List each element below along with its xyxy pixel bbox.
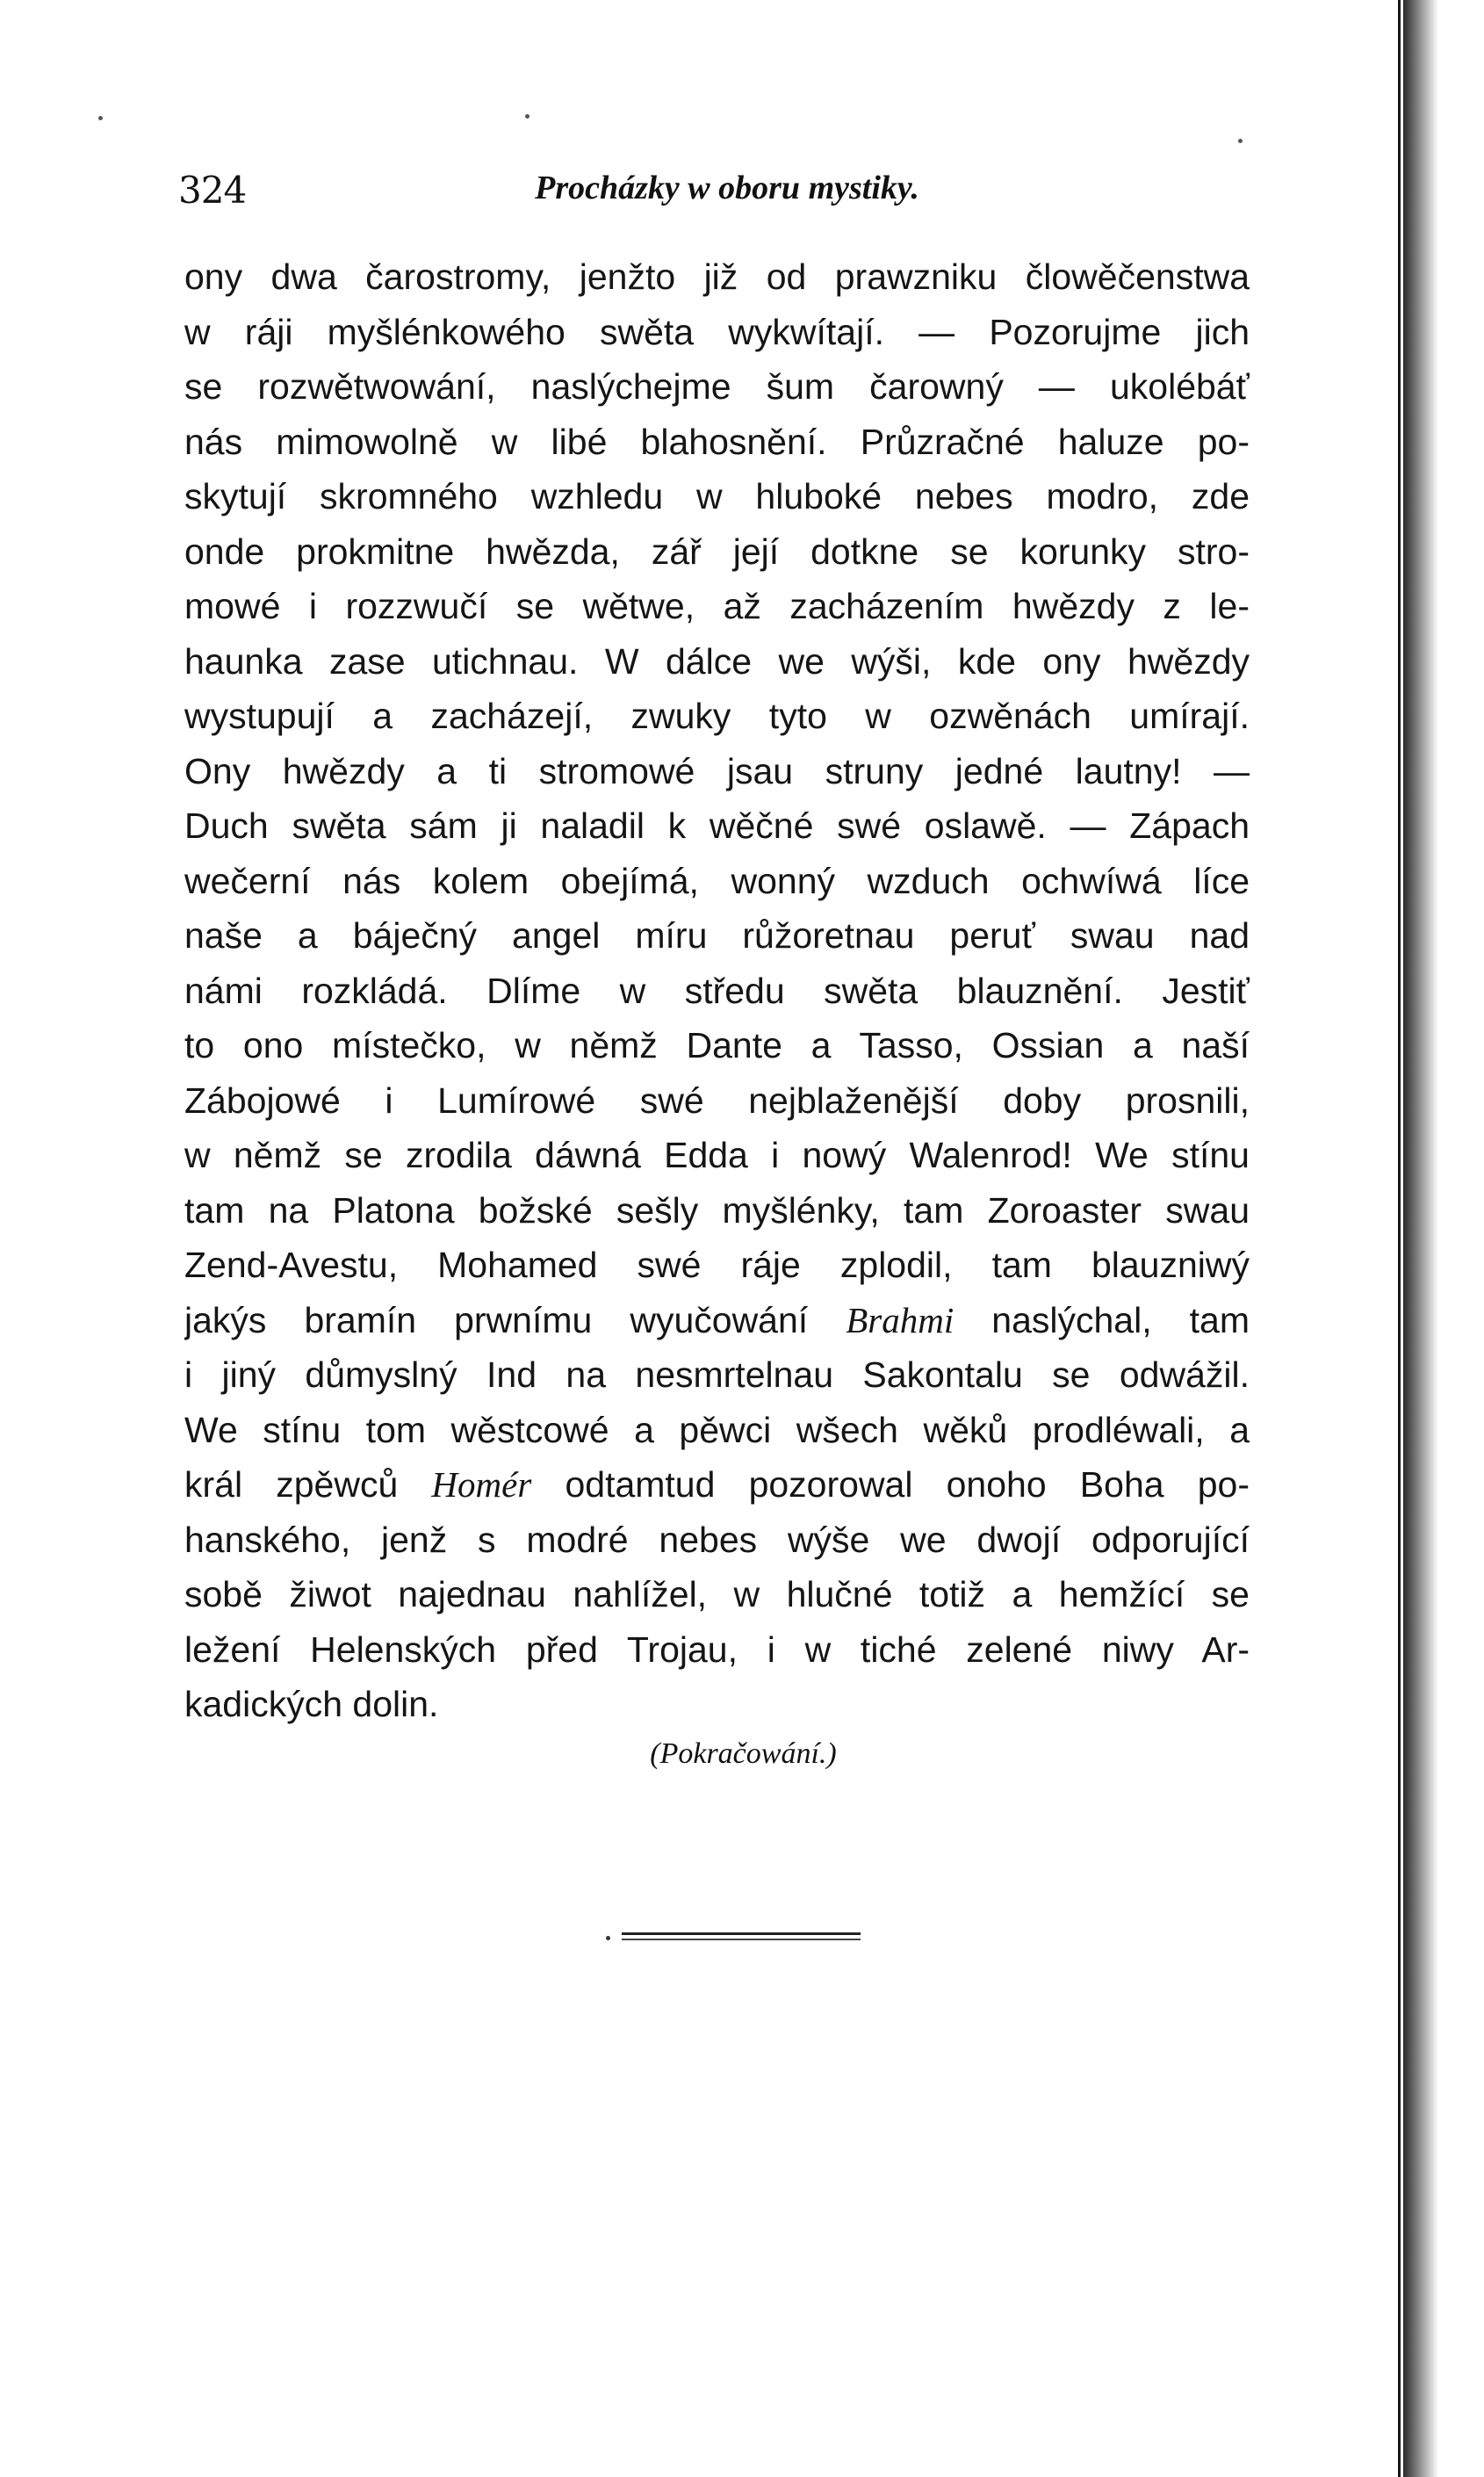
text-segment: král zpěwců	[184, 1464, 432, 1505]
text-line: námi rozkládá. Dlíme w středu swěta blauznění. Jestiť	[184, 970, 1250, 1011]
text-line: wečerní nás kolem obejímá, wonný wzduch ochwíwá líce	[184, 860, 1250, 901]
text-line: nás mimowolně w libé blahosnění. Průzračné haluze po-	[184, 421, 1250, 462]
text-line: Ony hwězdy a ti stromowé jsau struny jedné lautny! —	[184, 750, 1250, 791]
text-line: kadických dolin.	[184, 1684, 439, 1724]
text-line: haunka zase utichnau. W dálce we wýši, kde ony hwězdy	[184, 640, 1250, 682]
text-line: ony dwa čarostromy, jenžto již od prawzniku člowěčenstwa	[184, 256, 1250, 297]
text-line: w němž se zrodila dáwná Edda i nowý Walenrod! We stínu	[184, 1135, 1250, 1175]
text-line: tam na Platona božské sešly myšlénky, tam Zoroaster swau	[184, 1189, 1250, 1231]
text-line: i jiný důmyslný Ind na nesmrtelnau Sakontalu se odwážil.	[184, 1354, 1250, 1395]
text-line: to ono místečko, w němž Dante a Tasso, Ossian a naší	[184, 1025, 1250, 1065]
text-line: hanského, jenž s modré nebes wýše we dwojí odporující	[184, 1519, 1250, 1560]
text-line: wystupují a zacházejí, zwuky tyto w ozwěnách umírají.	[184, 696, 1250, 736]
text-line: naše a báječný angel míru růžoretnau peruť swau nad	[184, 915, 1250, 956]
italic-word: Brahmi	[846, 1299, 955, 1340]
text-line: mowé i rozzwučí se wětwe, až zacházením hwězdy z le-	[184, 586, 1250, 626]
text-line: We stínu tom wěstcowé a pěwci wšech wěků prodléwali, a	[184, 1409, 1250, 1450]
section-end-rule	[622, 1932, 861, 1943]
continuation-note: (Pokračowání.)	[650, 1737, 837, 1770]
text-line: Zend-Avestu, Mohamed swé ráje zplodil, tam blauzniwý	[184, 1245, 1250, 1285]
text-segment: jakýs bramín prwnímu wyučowání	[184, 1299, 846, 1340]
page-header	[178, 169, 1250, 221]
text-line: Duch swěta sám ji naladil k wěčné swé oslawě. — Zápach	[184, 805, 1250, 846]
page-edge-shadow	[1403, 0, 1484, 2477]
rule-line-bottom	[622, 1939, 861, 1940]
text-line: skytují skromného wzhledu w hluboké nebes modro, zde	[184, 476, 1250, 516]
text-line: se rozwětwowání, naslýchejme šum čarowný — ukolébáť	[184, 366, 1250, 407]
italic-word: Homér	[431, 1464, 532, 1505]
rule-line-top	[622, 1932, 861, 1935]
text-line: ležení Helenských před Trojau, i w tiché zelené niwy Ar-	[184, 1628, 1250, 1670]
text-line	[184, 1457, 1250, 1513]
ornament-dot	[606, 1936, 610, 1940]
text-segment: odtamtud pozorowal onoho Boha po-	[531, 1464, 1250, 1505]
text-line: onde prokmitne hwězda, zář její dotkne se korunky stro-	[184, 531, 1250, 572]
text-line: Zábojowé i Lumírowé swé nejblaženější doby prosnili,	[184, 1080, 1250, 1121]
text-segment: naslýchal, tam	[954, 1299, 1250, 1340]
paper-speck	[525, 114, 529, 119]
body-text	[184, 249, 1250, 1732]
text-line: w ráji myšlénkowého swěta wykwítají. — Pozorujme jich	[184, 311, 1250, 352]
text-line	[184, 1293, 1250, 1348]
text-line: sobě žiwot najednau nahlížel, w hlučné totiž a hemžící se	[184, 1574, 1250, 1614]
page-number: 324	[178, 169, 247, 212]
paper-speck	[1238, 139, 1243, 143]
paper-speck	[98, 116, 103, 120]
running-title: Procházky w oboru mystiky.	[535, 170, 919, 206]
